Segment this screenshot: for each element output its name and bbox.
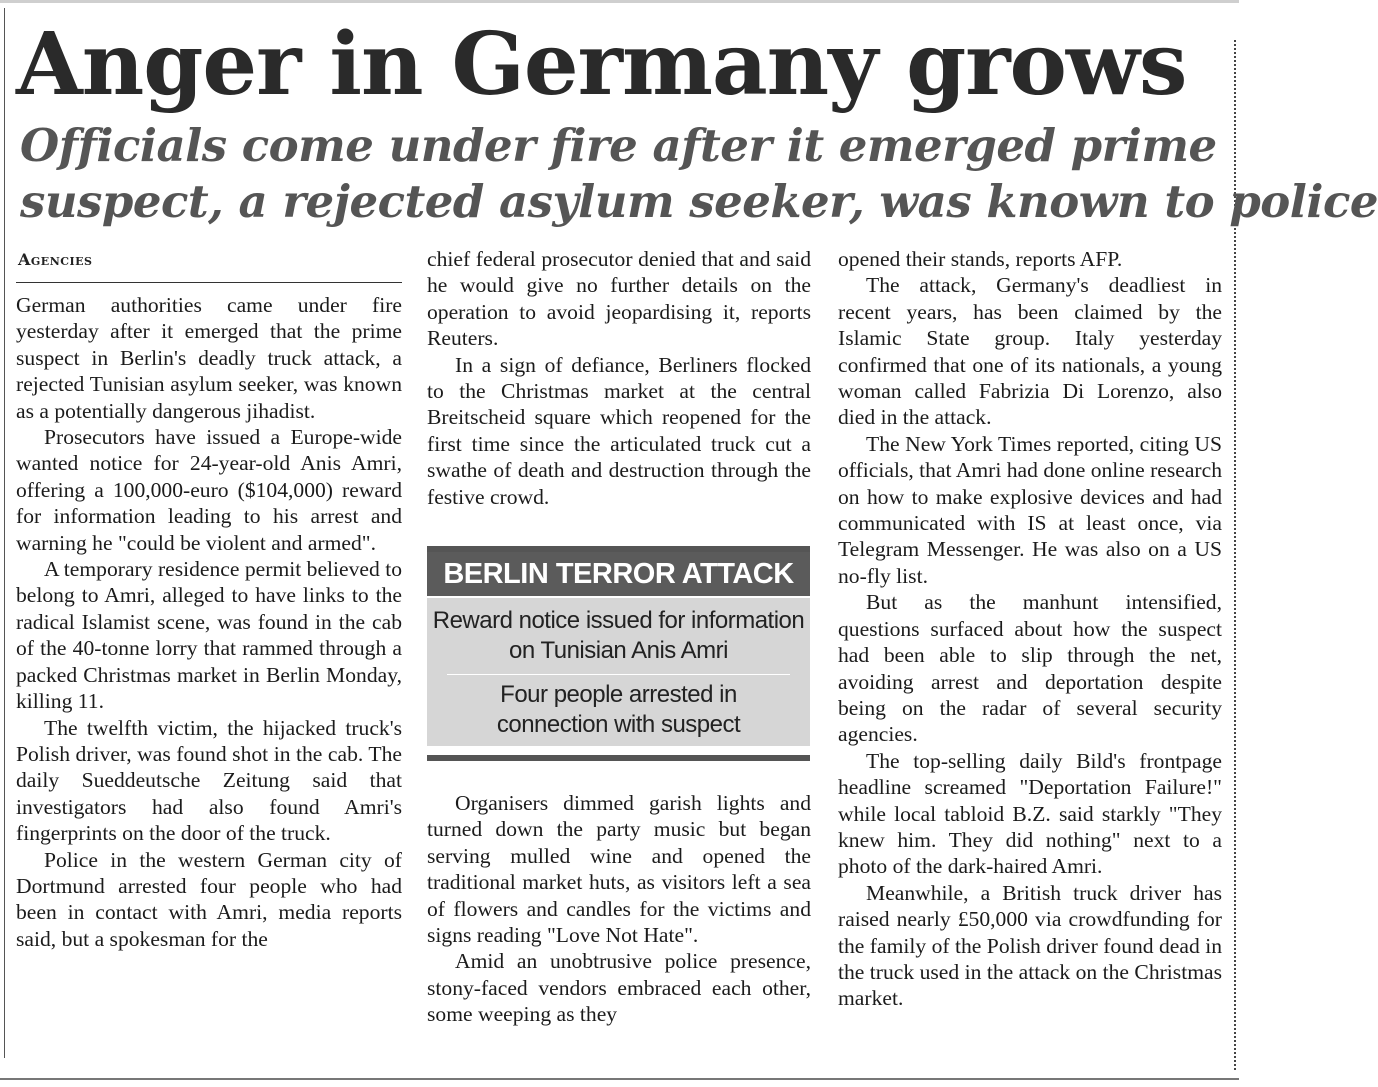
sidebar-box xyxy=(427,598,810,746)
sidebar-item-arrests xyxy=(427,680,810,740)
sidebar-item-line: connection with suspect xyxy=(496,711,741,738)
subheadline-line-1: Officials come under fire after it emerged prime xyxy=(20,119,1217,172)
article-column-1 xyxy=(16,292,402,952)
sidebar-bottom-rule xyxy=(427,755,810,761)
bottom-rule xyxy=(0,1078,1239,1080)
sidebar-divider xyxy=(447,674,790,675)
paragraph: Meanwhile, a British truck driver has raised nearly £50,000 via crowdfunding for the family of the Polish driver found dead in the truck used in the attack on the Christmas market. xyxy=(838,880,1222,1011)
subheadline xyxy=(20,118,1378,230)
top-border xyxy=(0,0,1239,3)
paragraph: Prosecutors have issued a Europe-wide wanted notice for 24-year-old Anis Amri, offering a 100,000-euro ($104,000) reward for information leading to his arrest and warning he "could be violent and armed". xyxy=(16,425,402,555)
paragraph: Organisers dimmed garish lights and turned down the party music but began serving mulled wine and opened the traditional market huts, as visitors left a sea of flowers and candles for the victims and signs reading "Love Not Hate". xyxy=(427,791,811,948)
sidebar-item-line: Four people arrested in xyxy=(500,681,737,708)
paragraph: But as the manhunt intensified, questions surfaced about how the suspect had been able to slip through the net, avoiding arrest and deportation despite being on the radar of several security agencies. xyxy=(838,590,1222,747)
sidebar-item-line: on Tunisian Anis Amri xyxy=(509,637,728,664)
paragraph: The twelfth victim, the hijacked truck's Polish driver, was found shot in the cab. The daily Sueddeutsche Zeitung said that investigators had also found Amri's fingerprints on the door of the truck. xyxy=(16,715,402,846)
paragraph: The New York Times reported, citing US officials, that Amri had done online research on how to make explosive devices and had communicated with IS at least once, via Telegram Messenger. He was also on a US no-fly list. xyxy=(838,431,1222,588)
article-column-2-top xyxy=(427,246,811,510)
article-column-3 xyxy=(838,246,1222,1012)
paragraph: A temporary residence permit believed to belong to Amri, alleged to have links to the radical Islamist scene, was found in the cab of the 40-tonne lorry that rammed through a packed Christmas market in Berlin Monday, killing 11. xyxy=(16,557,402,714)
article-column-2-bottom xyxy=(427,790,811,1028)
sidebar-title: BERLIN TERROR ATTACK xyxy=(427,552,810,596)
paragraph: Police in the western German city of Dortmund arrested four people who had been in contact with Amri, media reports said, but a spokesman for the xyxy=(16,847,402,951)
subheadline-line-2: suspect, a rejected asylum seeker, was known to police xyxy=(20,175,1378,228)
byline-rule xyxy=(16,282,402,283)
paragraph: opened their stands, reports AFP. xyxy=(838,247,1123,271)
paragraph: German authorities came under fire yesterday after it emerged that the prime suspect in Berlin's deadly truck attack, a rejected Tunisian asylum seeker, was known as a potentially dangerous jihadist. xyxy=(16,293,402,423)
paragraph: The attack, Germany's deadliest in recent years, has been claimed by the Islamic State group. Italy yesterday confirmed that one of its nationals, a young woman called Fabrizia Di Lorenzo, also died in the attack. xyxy=(838,273,1222,430)
sidebar-item-line: Reward notice issued for information xyxy=(432,607,805,634)
paragraph: The top-selling daily Bild's frontpage headline screamed "Deportation Failure!" while local tabloid B.Z. said starkly "They knew him. They did nothing" next to a photo of the dark-haired Amri. xyxy=(838,748,1222,879)
paragraph: chief federal prosecutor denied that and said he would give no further details on the operation to avoid jeopardising it, reports Reuters. xyxy=(427,247,811,351)
byline: Agencies xyxy=(18,250,93,269)
paragraph: Amid an unobtrusive police presence, stony-faced vendors embraced each other, some weeping as they xyxy=(427,949,811,1027)
left-column-rule xyxy=(4,8,5,1058)
sidebar-item-reward xyxy=(427,606,810,666)
headline: Anger in Germany grows xyxy=(16,14,1187,115)
paragraph: In a sign of defiance, Berliners flocked to the Christmas market at the central Breitscheid square which reopened for the first time since the articulated truck cut a swathe of death and destruction through the festive crowd. xyxy=(427,352,811,509)
